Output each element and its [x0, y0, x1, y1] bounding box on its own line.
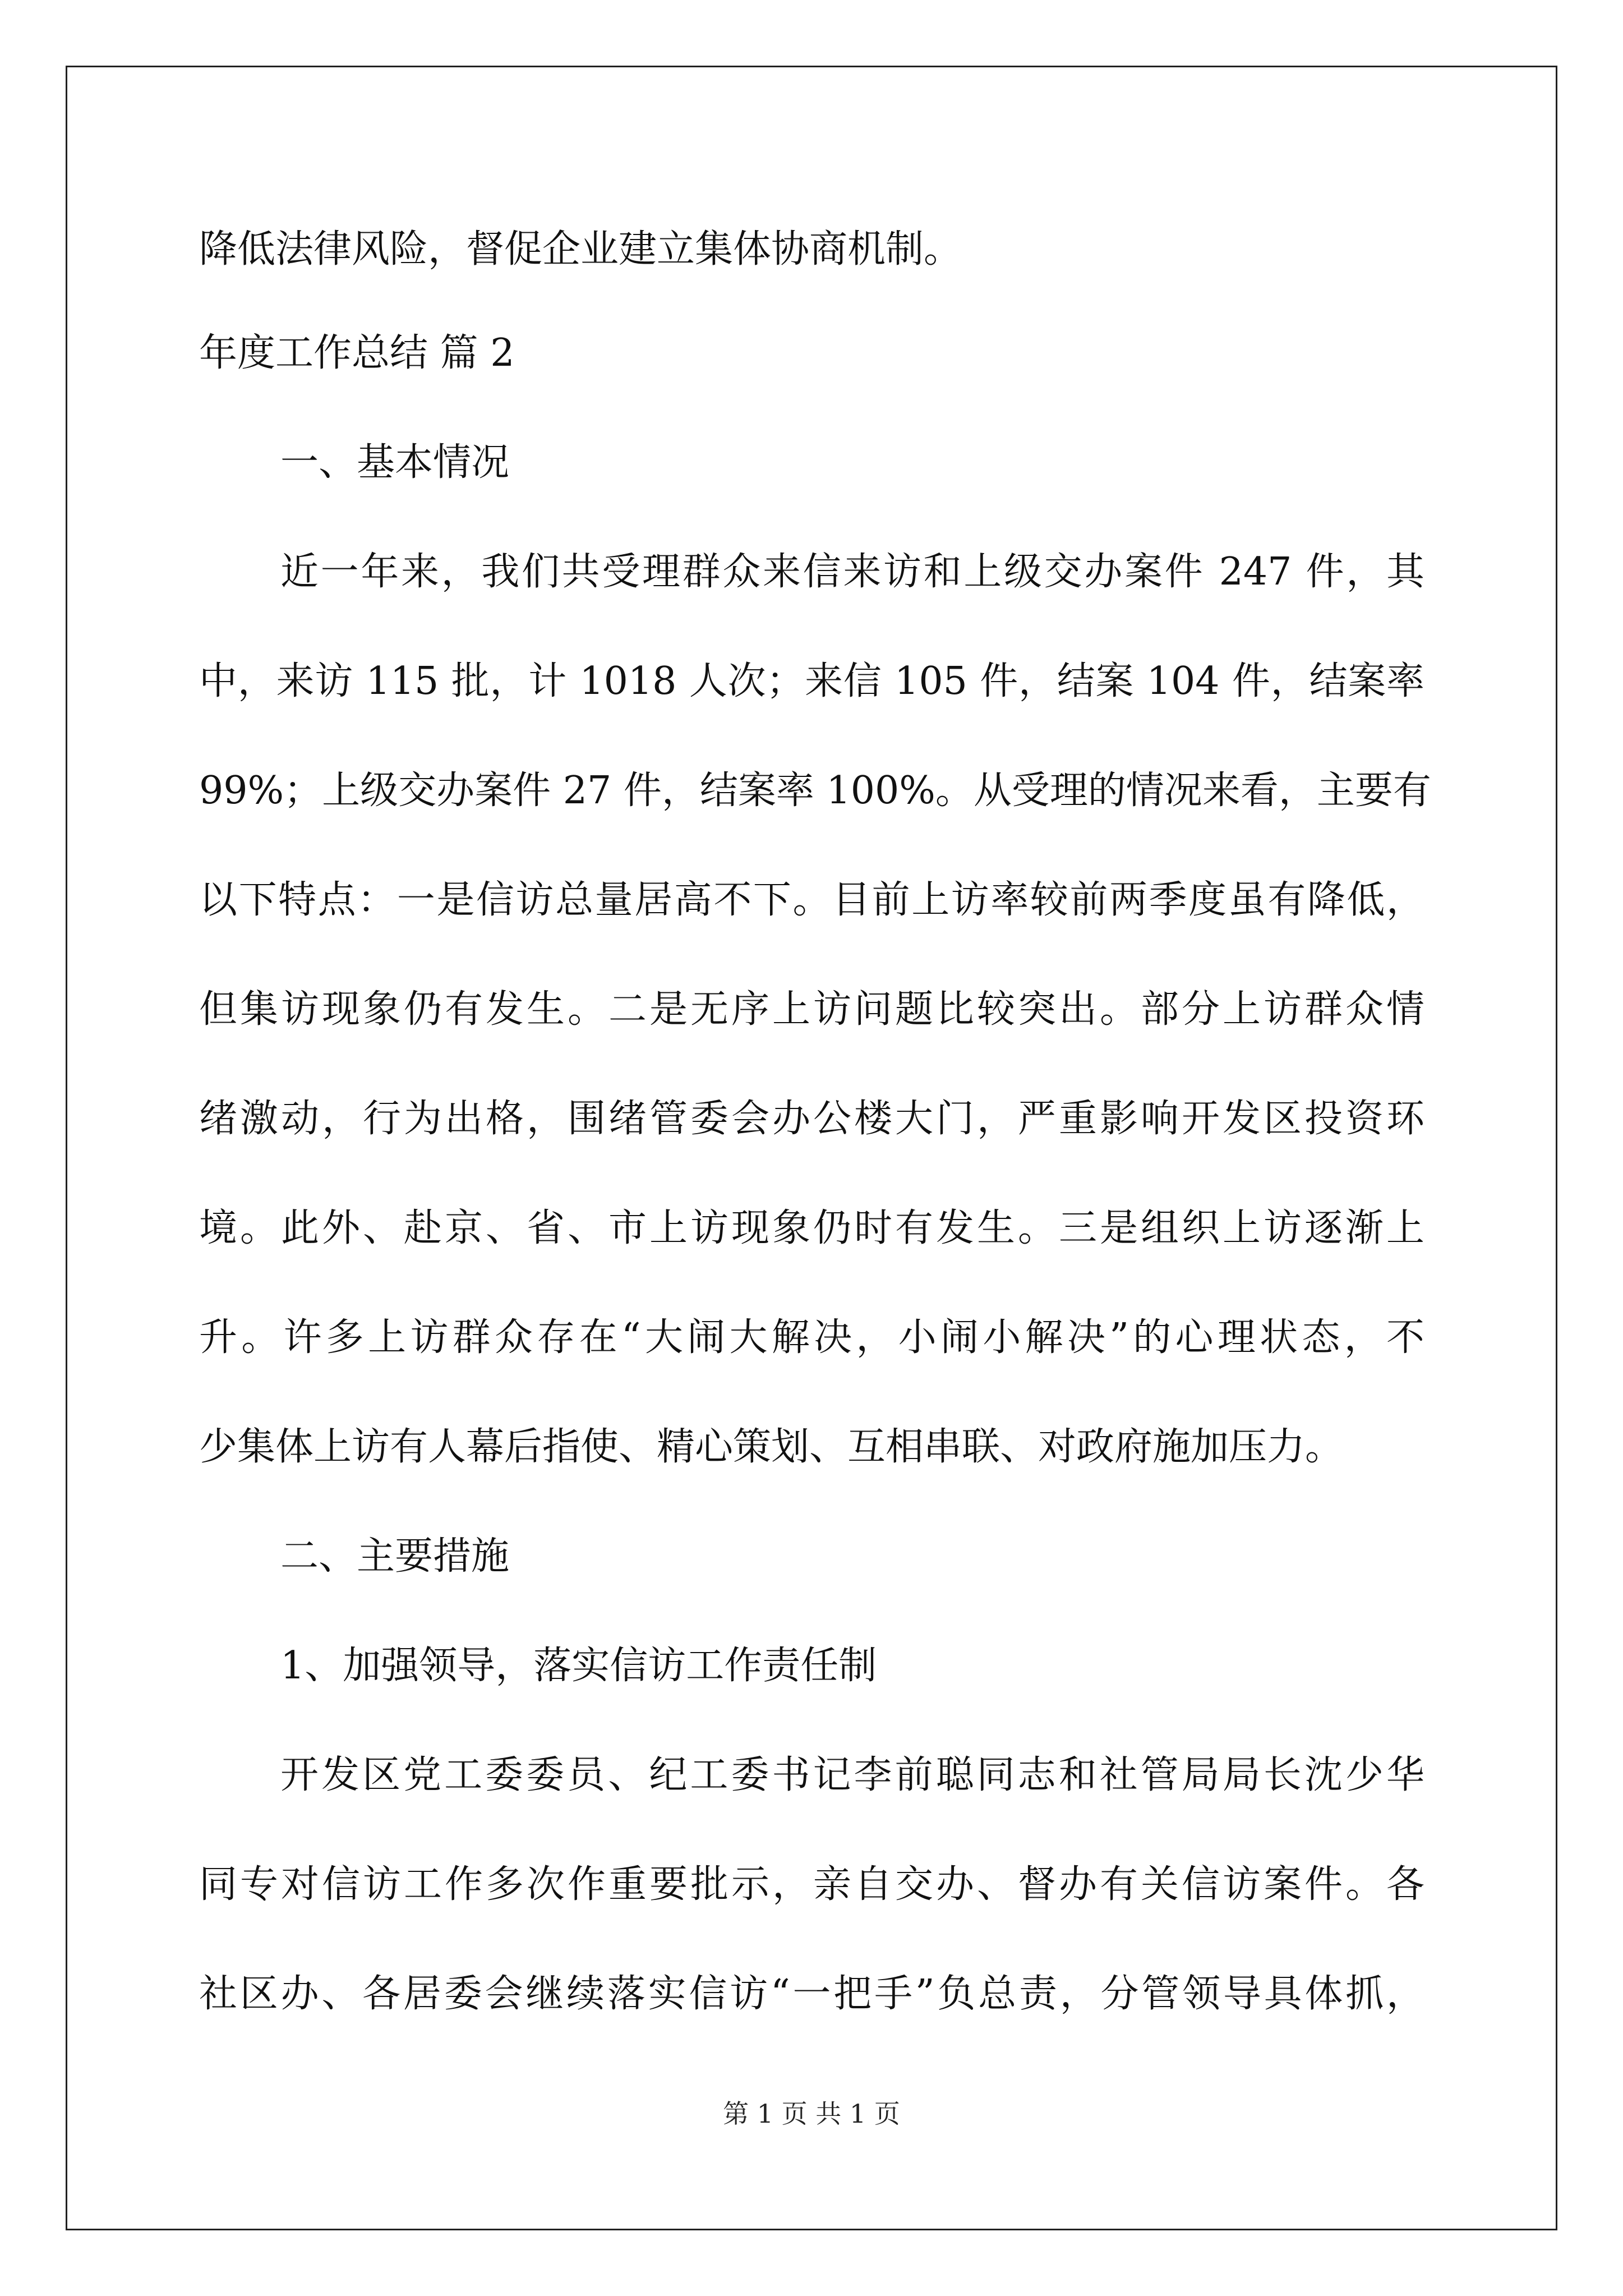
section-heading: 二、主要措施 — [280, 1534, 510, 1579]
body-paragraph-line: 但集访现象仍有发生。二是无序上访问题比较突出。部分上访群众情 — [199, 987, 1424, 1032]
body-paragraph-line: 降低法律风险，督促企业建立集体协商机制。 — [199, 227, 962, 272]
subsection-heading: 1、加强领导，落实信访工作责任制 — [280, 1644, 877, 1688]
body-paragraph-line: 境。此外、赴京、省、市上访现象仍时有发生。三是组织上访逐渐上 — [199, 1206, 1424, 1250]
page-number-footer: 第 1 页 共 1 页 — [723, 2099, 900, 2129]
body-paragraph-line: 中，来访 115 批，计 1018 人次；来信 105 件，结案 104 件，结案率 — [199, 659, 1424, 703]
section-heading: 一、基本情况 — [280, 440, 510, 485]
body-paragraph-line: 99%；上级交办案件 27 件，结案率 100%。从受理的情况来看，主要有 — [199, 769, 1431, 813]
body-paragraph-line: 近一年来，我们共受理群众来信来访和上级交办案件 247 件，其 — [280, 550, 1424, 594]
body-paragraph-line: 少集体上访有人幕后指使、精心策划、互相串联、对政府施加压力。 — [199, 1425, 1344, 1469]
body-paragraph-line: 以下特点：一是信访总量居高不下。目前上访率较前两季度虽有降低， — [199, 878, 1424, 922]
body-paragraph-line: 社区办、各居委会继续落实信访“一把手”负总责，分管领导具体抓， — [199, 1972, 1424, 2016]
body-paragraph-line: 同专对信访工作多次作重要批示，亲自交办、督办有关信访案件。各 — [199, 1862, 1424, 1907]
body-paragraph-line: 升。许多上访群众存在“大闹大解决，小闹小解决”的心理状态，不 — [199, 1315, 1424, 1360]
body-paragraph-line: 绪激动，行为出格，围绪管委会办公楼大门，严重影响开发区投资环 — [199, 1097, 1424, 1141]
section-title: 年度工作总结 篇 2 — [199, 331, 515, 375]
body-paragraph-line: 开发区党工委委员、纪工委书记李前聪同志和社管局局长沈少华 — [280, 1753, 1424, 1797]
